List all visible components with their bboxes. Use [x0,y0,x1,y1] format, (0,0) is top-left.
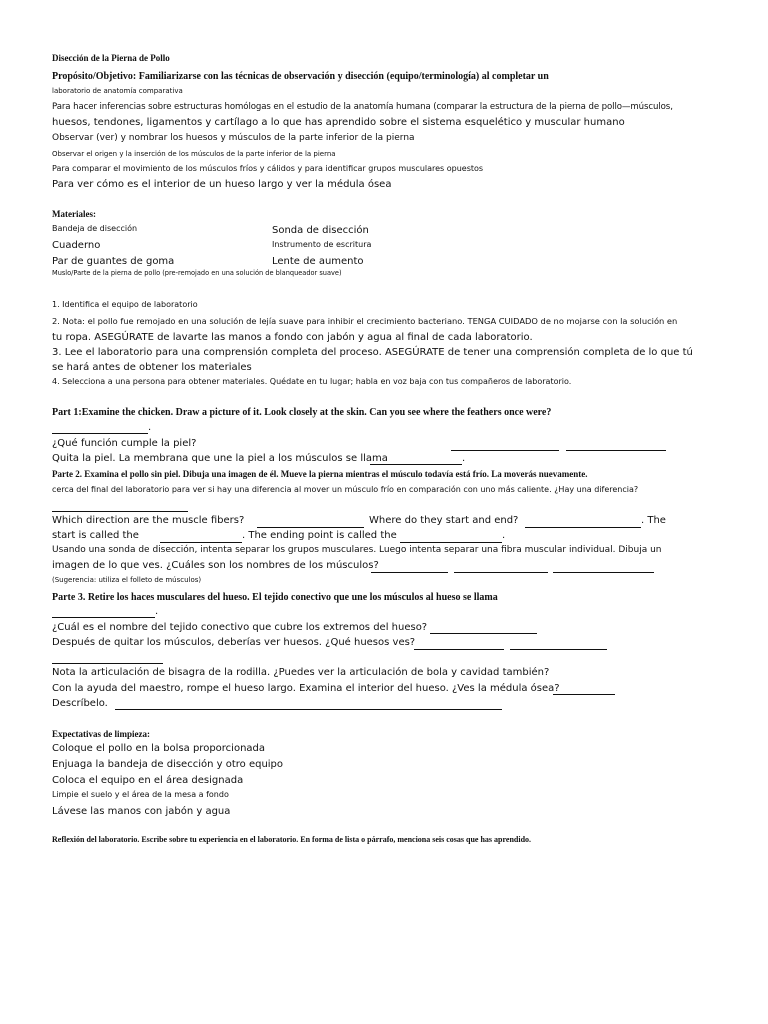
part3-heading: Parte 3. Retire los haces musculares del hueso. El tejido conectivo que une los músculos al hueso se llama [52,592,498,603]
answer-blank[interactable] [414,649,504,650]
materials-heading: Materiales: [52,209,96,219]
objective-line: laboratorio de anatomía comparativa [52,87,183,95]
cleanup-item: Coloca el equipo en el área designada [52,775,244,786]
cleanup-item: Limpie el suelo y el área de la mesa a fondo [52,790,229,799]
question-text: . The [641,515,666,526]
step-item: tu ropa. ASEGÚRATE de lavarte las manos a fondo con jabón y agua al final de cada laboratorio. [52,332,533,343]
answer-blank[interactable] [454,572,548,573]
blank-terminator: . [462,453,466,464]
question-text: . The ending point is called the [242,530,397,541]
objective-line: Observar el origen y la inserción de los músculos de la parte inferior de la pierna [52,150,336,158]
question-text: imagen de lo que ves. ¿Cuáles son los nombres de los músculos? [52,560,379,571]
blank-terminator: . [155,606,159,617]
objective-heading: Propósito/Objetivo: Familiarizarse con las técnicas de observación y disección (equipo/terminología) al completar un [52,71,549,82]
cleanup-item: Lávese las manos con jabón y agua [52,806,231,817]
step-item: 4. Selecciona a una persona para obtener materiales. Quédate en tu lugar; habla en voz baja con tus compañeros de laboratorio. [52,377,572,386]
answer-blank[interactable] [52,433,148,434]
part1-heading: Part 1:Examine the chicken. Draw a picture of it. Look closely at the skin. Can you see where the feathers once were? [52,407,552,418]
question-text: Después de quitar los músculos, deberías ver huesos. ¿Qué huesos ves? [52,637,416,648]
answer-blank[interactable] [553,572,654,573]
material-item: Lente de aumento [272,256,364,267]
answer-blank[interactable] [52,511,188,512]
answer-blank[interactable] [371,572,448,573]
question-text: Which direction are the muscle fibers? [52,515,245,526]
material-item: Cuaderno [52,240,101,251]
answer-blank[interactable] [525,527,641,528]
question-text: cerca del final del laboratorio para ver si hay una diferencia al mover un músculo frío en comparación con uno más caliente. ¿Hay una diferencia? [52,485,639,494]
cleanup-item: Enjuaga la bandeja de disección y otro equipo [52,759,284,770]
answer-blank[interactable] [370,464,462,465]
answer-blank[interactable] [257,527,364,528]
question-text: Descríbelo. [52,698,108,709]
cleanup-item: Coloque el pollo en la bolsa proporcionada [52,743,266,754]
objective-line: Para comparar el movimiento de los músculos fríos y cálidos y para identificar grupos musculares opuestos [52,164,484,173]
question-text: Where do they start and end? [369,515,519,526]
part2-heading: Parte 2. Examina el pollo sin piel. Dibuja una imagen de él. Mueve la pierna mientras el músculo todavía está frío. La moverás nuevamente. [52,469,588,479]
material-item: Bandeja de disección [52,224,138,233]
answer-blank[interactable] [115,709,502,710]
step-item: 1. Identifica el equipo de laboratorio [52,300,198,309]
answer-blank[interactable] [553,694,615,695]
question-text: Con la ayuda del maestro, rompe el hueso largo. Examina el interior del hueso. ¿Ves la médula ósea? [52,683,560,694]
step-item: 3. Lee el laboratorio para una comprensión completa del proceso. ASEGÚRATE de tener una comprensión completa de lo que tú [52,347,693,358]
page-title: Disección de la Pierna de Pollo [52,53,170,63]
step-item: se hará antes de obtener los materiales [52,362,252,373]
answer-blank[interactable] [52,617,155,618]
blank-terminator: . [148,422,152,433]
objective-line: huesos, tendones, ligamentos y cartílago a lo que has aprendido sobre el sistema esquelético y muscular humano [52,117,625,128]
question-text: ¿Cuál es el nombre del tejido conectivo que cubre los extremos del hueso? [52,622,428,633]
cleanup-heading: Expectativas de limpieza: [52,729,150,739]
material-item: Sonda de disección [272,225,369,236]
objective-line: Observar (ver) y nombrar los huesos y músculos de la parte inferior de la pierna [52,133,415,143]
hint-text: (Sugerencia: utiliza el folleto de músculos) [52,576,202,584]
answer-blank[interactable] [451,450,559,451]
answer-blank[interactable] [160,542,242,543]
question-text: start is called the [52,530,139,541]
objective-line: Para ver cómo es el interior de un hueso largo y ver la médula ósea [52,179,392,190]
question-text: Usando una sonda de disección, intenta separar los grupos musculares. Luego intenta separar una fibra muscular individual. Dibuja un [52,545,662,555]
answer-blank[interactable] [566,450,666,451]
question-text: ¿Qué función cumple la piel? [52,438,197,449]
objective-line: Para hacer inferencias sobre estructuras homólogas en el estudio de la anatomía humana (comparar la estructura de la pierna de pollo—músculos, [52,102,673,112]
step-item: 2. Nota: el pollo fue remojado en una solución de lejía suave para inhibir el crecimiento bacteriano. TENGA CUIDADO de no mojarse con la solución en [52,316,678,326]
answer-blank[interactable] [52,663,163,664]
material-item: Par de guantes de goma [52,256,175,267]
question-text: Quita la piel. La membrana que une la piel a los músculos se llama [52,453,388,464]
answer-blank[interactable] [510,649,607,650]
answer-blank[interactable] [430,633,537,634]
question-text: . [502,530,506,541]
reflection-prompt: Reflexión del laboratorio. Escribe sobre tu experiencia en el laboratorio. En forma de lista o párrafo, menciona seis cosas que has aprendido. [52,835,532,844]
question-text: Nota la articulación de bisagra de la rodilla. ¿Puedes ver la articulación de bola y cavidad también? [52,667,550,678]
material-item: Muslo/Parte de la pierna de pollo (pre-remojado en una solución de blanqueador suave) [52,269,342,277]
answer-blank[interactable] [400,542,502,543]
material-item: Instrumento de escritura [272,240,372,249]
